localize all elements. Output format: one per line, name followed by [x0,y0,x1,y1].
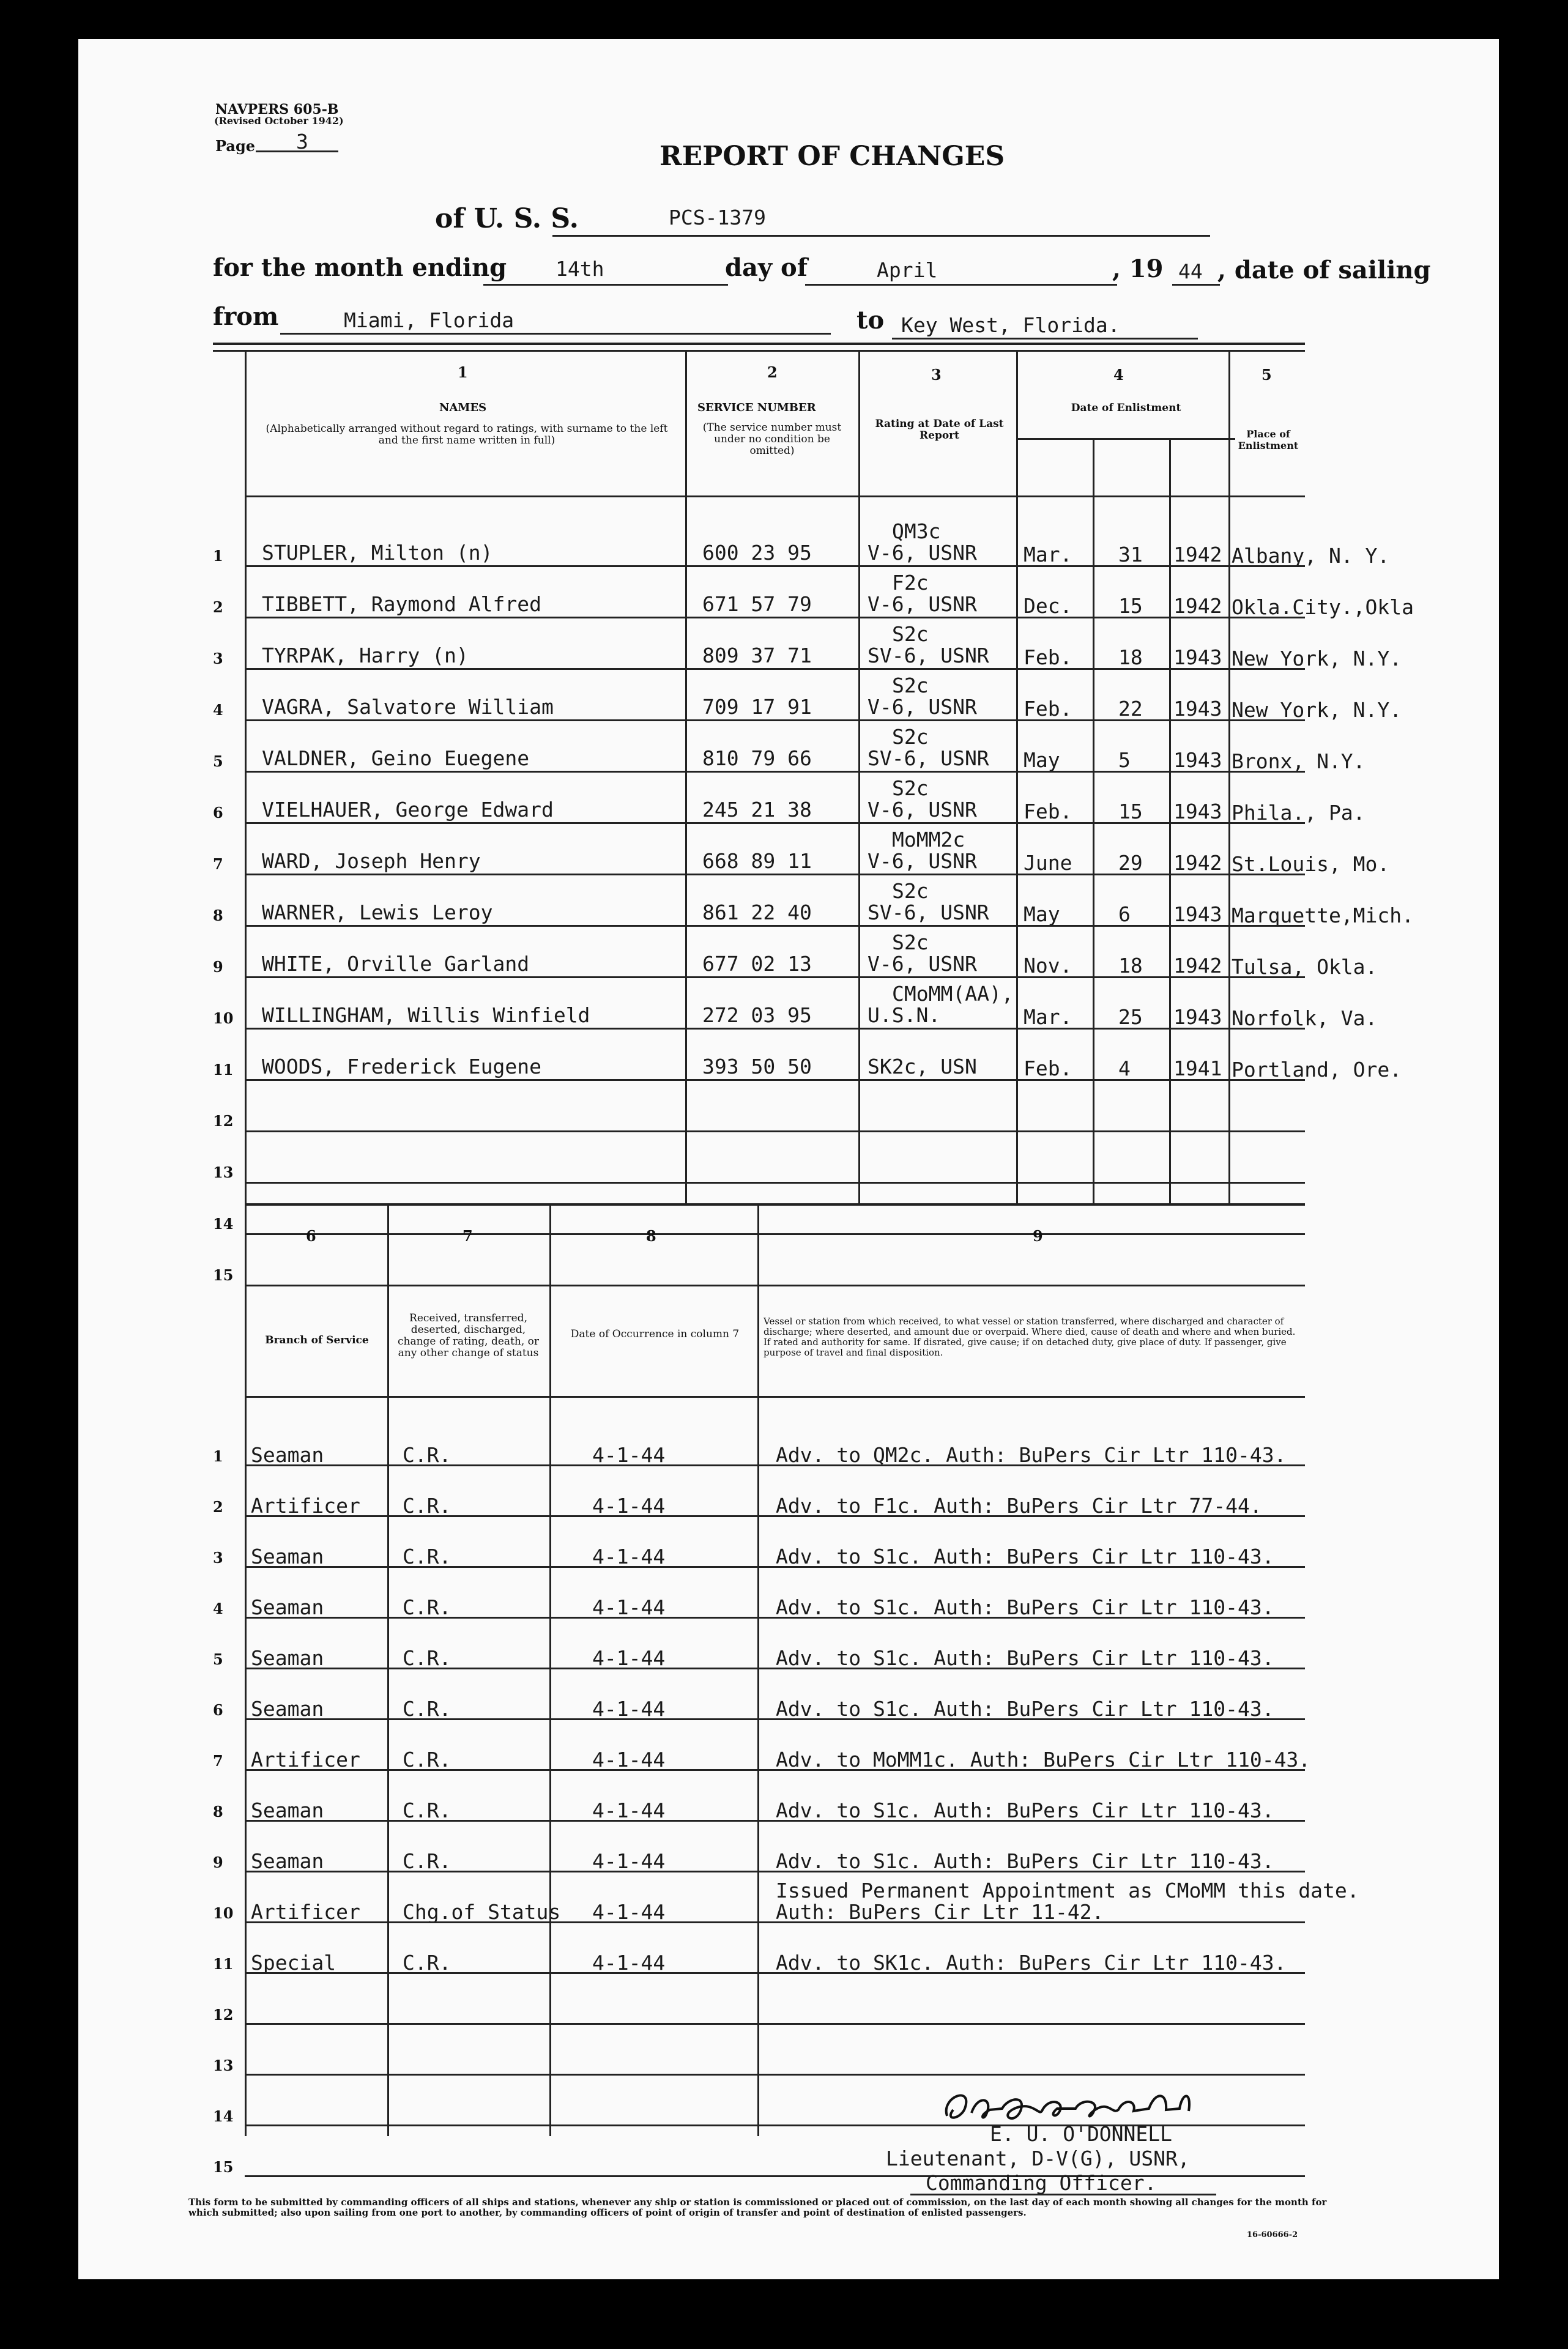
col-4-number: 4 [1113,366,1124,384]
enlistment-year: 1943 [1173,902,1222,926]
col-5-title: Place of Enlistment [1238,428,1299,451]
rating-line-1: S2c [892,930,929,954]
occurrence-date: 4-1-44 [592,1900,666,1924]
header-bottom-rule [245,495,1305,497]
col-1-note: (Alphabetically arranged without regard to ratings, with surname to the left and the first name written in full) [266,423,668,447]
enlistment-place: Albany, N. Y. [1232,544,1390,568]
rating-line-2: V-6, USNR [868,695,977,719]
row-number: 10 [213,1009,234,1027]
row-rule [245,1617,1305,1619]
row-rule [245,874,1305,875]
col-border [245,1203,247,2136]
row-rule [245,1566,1305,1568]
row-number: 9 [213,958,223,976]
occurrence-date: 4-1-44 [592,1545,666,1568]
row-number: 3 [213,1549,223,1567]
enlistment-month: Dec. [1024,594,1072,618]
change-of-status: C.R. [403,1545,451,1568]
person-name: VAGRA, Salvatore William [262,695,554,719]
enlistment-day: 29 [1118,851,1143,875]
enlistment-day: 6 [1118,902,1131,926]
person-name: WILLINGHAM, Willis Winfield [262,1003,590,1027]
from-value: Miami, Florida [344,308,515,332]
header-bottom-rule [245,1396,1305,1398]
col-2-note: (The service number must under no condition be omitted) [702,421,842,457]
rating-line-2: SK2c, USN [868,1055,977,1078]
row-rule [245,925,1305,927]
service-number: 393 50 50 [702,1055,812,1078]
occurrence-date: 4-1-44 [592,1595,666,1619]
enlistment-year: 1942 [1173,594,1222,618]
remark-line-2: Adv. to QM2c. Auth: BuPers Cir Ltr 110-43. [776,1443,1287,1467]
occurrence-date: 4-1-44 [592,1748,666,1772]
remark-line-2: Adv. to S1c. Auth: BuPers Cir Ltr 110-43. [776,1545,1274,1568]
branch-of-service: Special [251,1951,336,1975]
row-number: 6 [213,804,223,822]
table-top-rule [245,1203,1305,1206]
rating-line-2: SV-6, USNR [868,746,989,770]
col-2-number: 2 [767,363,778,381]
col-6-number: 6 [306,1227,316,1245]
branch-of-service: Seaman [251,1545,324,1568]
person-name: WARD, Joseph Henry [262,849,481,873]
occurrence-date: 4-1-44 [592,1951,666,1975]
signature-line [910,2194,1216,2195]
row-number: 10 [213,1904,234,1922]
enlistment-month: Feb. [1024,697,1072,721]
rating-line-1: CMoMM(AA), [892,982,1014,1006]
col-border [858,350,860,1203]
remark-line-1: Issued Permanent Appointment as CMoMM this date. [776,1879,1359,1902]
day-line [483,284,728,286]
row-number: 12 [213,2006,234,2024]
row-rule [245,1769,1305,1771]
occurrence-date: 4-1-44 [592,1443,666,1467]
row-number: 5 [213,752,223,770]
person-name: TIBBETT, Raymond Alfred [262,592,541,616]
enlistment-place: New York, N.Y. [1232,698,1402,722]
row-rule [245,1233,1305,1235]
row-number: 11 [213,1955,234,1973]
col-border [685,350,687,1203]
enlistment-day: 31 [1118,543,1143,566]
enlistment-place: Norfolk, Va. [1232,1006,1378,1030]
signer-title: Commanding Officer. [926,2171,1157,2195]
date-of-sailing-label: , date of sailing [1217,256,1431,284]
row-rule [245,2023,1305,2025]
row-rule [245,1285,1305,1286]
row-rule [245,1668,1305,1669]
enlistment-place: St.Louis, Mo. [1232,852,1390,876]
enlistment-place: Portland, Ore. [1232,1058,1402,1082]
year-value: 44 [1178,259,1203,283]
row-rule [245,1182,1305,1184]
branch-of-service: Seaman [251,1443,324,1467]
remark-line-2: Adv. to S1c. Auth: BuPers Cir Ltr 110-43. [776,1646,1274,1670]
rating-line-1: S2c [892,622,929,646]
row-number: 8 [213,907,223,924]
row-rule [245,565,1305,567]
enlistment-month: Feb. [1024,800,1072,823]
person-name: WARNER, Lewis Leroy [262,900,493,924]
row-number: 14 [213,2107,234,2125]
branch-of-service: Artificer [251,1900,360,1924]
rating-line-1: S2c [892,879,929,903]
occurrence-date: 4-1-44 [592,1798,666,1822]
rating-line-2: V-6, USNR [868,798,977,822]
change-of-status: C.R. [403,1443,451,1467]
page-number: 3 [296,130,308,154]
col-7-title: Received, transferred, deserted, discharged, change of rating, death, or any other change of status [397,1312,540,1359]
branch-of-service: Artificer [251,1494,360,1518]
enlistment-day: 4 [1118,1056,1131,1080]
row-rule [245,1871,1305,1872]
service-number: 245 21 38 [702,798,812,822]
col-7-number: 7 [463,1227,473,1245]
form-id: NAVPERS 605-B [215,102,339,117]
rating-line-1: MoMM2c [892,828,965,852]
col-6-title: Branch of Service [265,1334,369,1346]
row-number: 3 [213,650,223,667]
change-of-status: C.R. [403,1798,451,1822]
ship-line [552,235,1210,237]
row-number: 11 [213,1061,234,1078]
month-value: April [877,258,938,282]
service-number: 668 89 11 [702,849,812,873]
enlistment-place: New York, N.Y. [1232,647,1402,670]
footer-note: This form to be submitted by commanding officers of all ships and stations, whenever any ship or station is commissioned or placed out of commission, on the last day of each month showing all changes for the month for which submitted; also upon sailing from one port to another, by commanding officers of point of origin of transfer and point of destination of enlisted passengers. [188,2197,1327,2218]
remark-line-2: Adv. to S1c. Auth: BuPers Cir Ltr 110-43. [776,1798,1274,1822]
col-border [757,1203,759,2136]
row-number: 7 [213,1752,223,1770]
col-4-title: Date of Enlistment [1071,402,1181,414]
enlistment-month: May [1024,748,1060,772]
footer-code: 16-60666-2 [1247,2230,1298,2240]
col-1-number: 1 [458,363,468,381]
enlistment-place: Tulsa, Okla. [1232,955,1378,979]
row-number: 9 [213,1854,223,1871]
change-of-status: C.R. [403,1748,451,1772]
col-border [1016,350,1018,1203]
row-number: 2 [213,598,223,616]
occurrence-date: 4-1-44 [592,1494,666,1518]
row-rule [245,1515,1305,1517]
branch-of-service: Seaman [251,1849,324,1873]
change-of-status: C.R. [403,1849,451,1873]
enlistment-year: 1942 [1173,543,1222,566]
rating-line-2: SV-6, USNR [868,644,989,667]
report-of-changes-form [78,39,1499,2279]
branch-of-service: Seaman [251,1798,324,1822]
enlistment-month: Feb. [1024,1056,1072,1080]
col-9-number: 9 [1033,1227,1043,1245]
month-line [805,284,1117,286]
enlistment-place: Okla.City.,Okla [1232,595,1414,619]
rating-line-1: F2c [892,571,929,595]
service-number: 810 79 66 [702,746,812,770]
row-number: 4 [213,1600,223,1617]
day-of-label: day of [725,253,808,282]
enlistment-place: Bronx, N.Y. [1232,749,1365,773]
row-rule [245,1718,1305,1720]
enlistment-day: 18 [1118,954,1143,978]
row-number: 13 [213,2057,234,2074]
enlistment-year: 1943 [1173,1005,1222,1029]
enlistment-month: Mar. [1024,543,1072,566]
col-8-title: Date of Occurrence in column 7 [570,1328,740,1340]
row-rule [245,668,1305,670]
enlistment-year: 1943 [1173,645,1222,669]
form-revised: (Revised October 1942) [214,115,344,127]
row-number: 15 [213,1266,234,1284]
service-number: 671 57 79 [702,592,812,616]
person-name: WOODS, Frederick Eugene [262,1055,541,1078]
table-top-rule [213,343,1305,345]
uss-label: of U. S. S. [435,203,579,234]
occurrence-date: 4-1-44 [592,1646,666,1670]
row-number: 15 [213,2158,234,2176]
row-number: 5 [213,1650,223,1668]
service-number: 677 02 13 [702,952,812,976]
col-border [1169,438,1171,1203]
day-value: 14th [555,257,604,281]
page-number-line [256,150,338,152]
enlistment-year: 1943 [1173,697,1222,721]
change-of-status: C.R. [403,1595,451,1619]
occurrence-date: 4-1-44 [592,1697,666,1721]
person-name: TYRPAK, Harry (n) [262,644,469,667]
to-value: Key West, Florida. [901,313,1120,337]
col-2-title: SERVICE NUMBER [697,401,816,414]
enlistment-month: May [1024,902,1060,926]
remark-line-2: Adv. to S1c. Auth: BuPers Cir Ltr 110-43. [776,1849,1274,1873]
row-number: 7 [213,855,223,873]
col-9-title: Vessel or station from which received, to what vessel or station transferred, where discharged and character of discharge; where deserted, and amount due or overpaid. Where died, cause of death and where and when buried. If rated and authority for same. If disrated, give cause; if on detached duty, give place of duty. If passenger, give purpose of travel and final disposition. [764,1316,1296,1358]
page-label: Page [215,137,256,155]
remark-line-2: Auth: BuPers Cir Ltr 11-42. [776,1900,1104,1924]
enlistment-month: Feb. [1024,645,1072,669]
row-rule [245,719,1305,721]
rating-line-2: V-6, USNR [868,952,977,976]
enlistment-year: 1941 [1173,1056,1222,1080]
col-3-number: 3 [931,366,942,384]
rating-line-2: SV-6, USNR [868,900,989,924]
col-border [1228,350,1230,1203]
enlistment-day: 5 [1118,748,1131,772]
col-border [387,1203,389,2136]
enlistment-month: Nov. [1024,954,1072,978]
service-number: 600 23 95 [702,541,812,565]
rating-line-1: QM3c [892,519,941,543]
col-8-number: 8 [646,1227,656,1245]
row-rule [245,617,1305,618]
enlistment-place: Marquette,Mich. [1232,904,1414,927]
enlistment-day: 22 [1118,697,1143,721]
branch-of-service: Seaman [251,1646,324,1670]
row-rule [245,1130,1305,1132]
row-rule [245,822,1305,824]
change-of-status: Chg.of Status [403,1900,561,1924]
rating-line-2: U.S.N. [868,1003,941,1027]
row-rule [245,976,1305,978]
enlistment-year: 1943 [1173,800,1222,823]
person-name: STUPLER, Milton (n) [262,541,493,565]
enlistment-month: Mar. [1024,1005,1072,1029]
rating-line-1: S2c [892,776,929,800]
ship-name: PCS-1379 [669,206,766,229]
col-5-number: 5 [1261,366,1272,384]
row-rule [245,771,1305,773]
to-line [892,338,1198,340]
service-number: 709 17 91 [702,695,812,719]
row-rule [245,1028,1305,1030]
page-title: REPORT OF CHANGES [660,141,1005,172]
col-border [1093,438,1094,1203]
col-border [245,350,247,1203]
change-of-status: C.R. [403,1494,451,1518]
row-number: 4 [213,701,223,719]
year-prefix: , 19 [1112,254,1164,283]
service-number: 861 22 40 [702,900,812,924]
rating-line-1: S2c [892,674,929,697]
enlistment-day: 25 [1118,1005,1143,1029]
signer-name: E. U. O'DONNELL [990,2122,1173,2146]
enlistment-year: 1943 [1173,748,1222,772]
rating-line-2: V-6, USNR [868,541,977,565]
row-number: 1 [213,1447,223,1465]
from-label: from [213,302,279,331]
enlistment-month: June [1024,851,1072,875]
branch-of-service: Artificer [251,1748,360,1772]
person-name: VALDNER, Geino Euegene [262,746,530,770]
enlistment-subheader-rule [1016,438,1235,440]
row-number: 1 [213,547,223,565]
person-name: WHITE, Orville Garland [262,952,530,976]
year-line [1172,284,1220,286]
change-of-status: C.R. [403,1646,451,1670]
enlistment-place: Phila., Pa. [1232,801,1365,825]
remark-line-2: Adv. to SK1c. Auth: BuPers Cir Ltr 110-43. [776,1951,1287,1975]
row-number: 14 [213,1215,234,1233]
person-name: VIELHAUER, George Edward [262,798,554,822]
service-number: 809 37 71 [702,644,812,667]
enlistment-day: 15 [1118,800,1143,823]
month-ending-label: for the month ending [213,253,507,282]
enlistment-year: 1942 [1173,954,1222,978]
col-border [549,1203,551,2136]
row-rule [245,1464,1305,1466]
to-label: to [856,306,885,335]
remark-line-2: Adv. to F1c. Auth: BuPers Cir Ltr 77-44. [776,1494,1262,1518]
rating-line-1: S2c [892,725,929,749]
row-number: 8 [213,1803,223,1820]
col-1-title: NAMES [439,401,487,414]
row-number: 13 [213,1163,234,1181]
change-of-status: C.R. [403,1697,451,1721]
enlistment-day: 18 [1118,645,1143,669]
signer-rank: Lieutenant, D-V(G), USNR, [886,2147,1190,2170]
row-rule [245,1921,1305,1923]
col-3-title: Rating at Date of Last Report [875,418,1004,442]
row-number: 2 [213,1498,223,1516]
rating-line-2: V-6, USNR [868,849,977,873]
occurrence-date: 4-1-44 [592,1849,666,1873]
table-top-rule [213,350,1305,352]
enlistment-day: 15 [1118,594,1143,618]
change-of-status: C.R. [403,1951,451,1975]
remark-line-2: Adv. to MoMM1c. Auth: BuPers Cir Ltr 110-43. [776,1748,1311,1772]
rating-line-2: V-6, USNR [868,592,977,616]
branch-of-service: Seaman [251,1697,324,1721]
enlistment-year: 1942 [1173,851,1222,875]
service-number: 272 03 95 [702,1003,812,1027]
row-rule [245,1820,1305,1822]
branch-of-service: Seaman [251,1595,324,1619]
row-number: 6 [213,1701,223,1719]
row-rule [245,1972,1305,1974]
remark-line-2: Adv. to S1c. Auth: BuPers Cir Ltr 110-43. [776,1697,1274,1721]
remark-line-2: Adv. to S1c. Auth: BuPers Cir Ltr 110-43. [776,1595,1274,1619]
row-rule [245,1079,1305,1081]
from-line [280,333,831,335]
row-number: 12 [213,1112,234,1130]
